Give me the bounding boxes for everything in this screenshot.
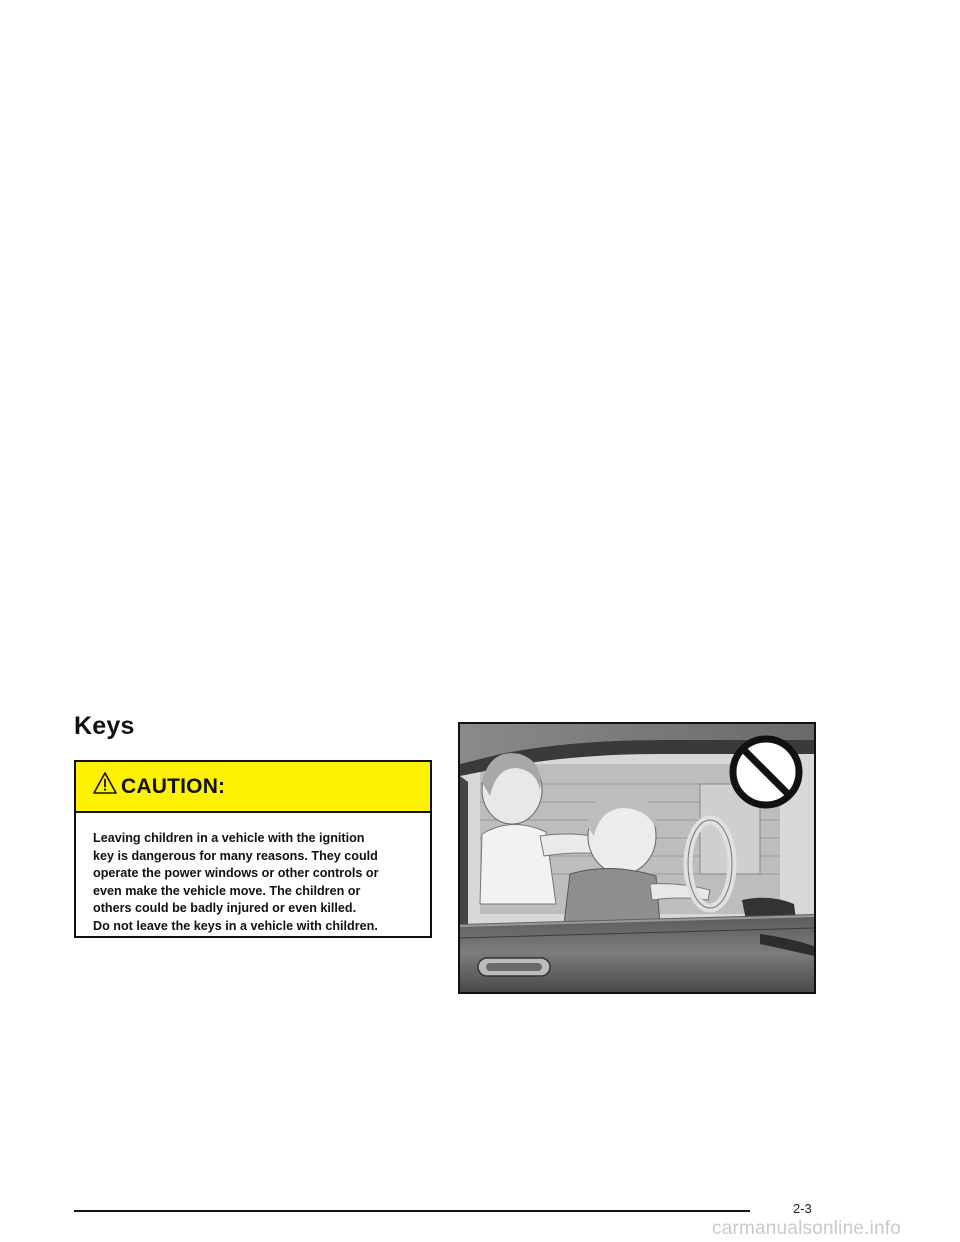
page-number: 2-3 — [793, 1201, 812, 1216]
caution-text — [76, 813, 430, 936]
children-in-vehicle-illustration — [458, 722, 816, 994]
watermark: carmanualsonline.info — [712, 1218, 902, 1239]
footer-rule — [74, 1210, 750, 1212]
caution-line: Do not leave the keys in a vehicle with children. — [93, 918, 378, 933]
caution-header — [76, 762, 430, 813]
section-heading: Keys — [74, 712, 135, 740]
prohibition-icon — [733, 739, 799, 805]
caution-line: key is dangerous for many reasons. They could — [93, 848, 378, 863]
caution-title: CAUTION: — [121, 774, 226, 798]
caution-line: operate the power windows or other controls or — [93, 866, 379, 881]
caution-line: even make the vehicle move. The children or — [93, 883, 361, 898]
illustration-drawing — [460, 724, 814, 992]
warning-triangle-icon — [93, 771, 117, 795]
caution-line: others could be badly injured or even killed. — [93, 901, 357, 916]
caution-box — [74, 760, 432, 938]
caution-line: Leaving children in a vehicle with the ignition — [93, 831, 365, 845]
